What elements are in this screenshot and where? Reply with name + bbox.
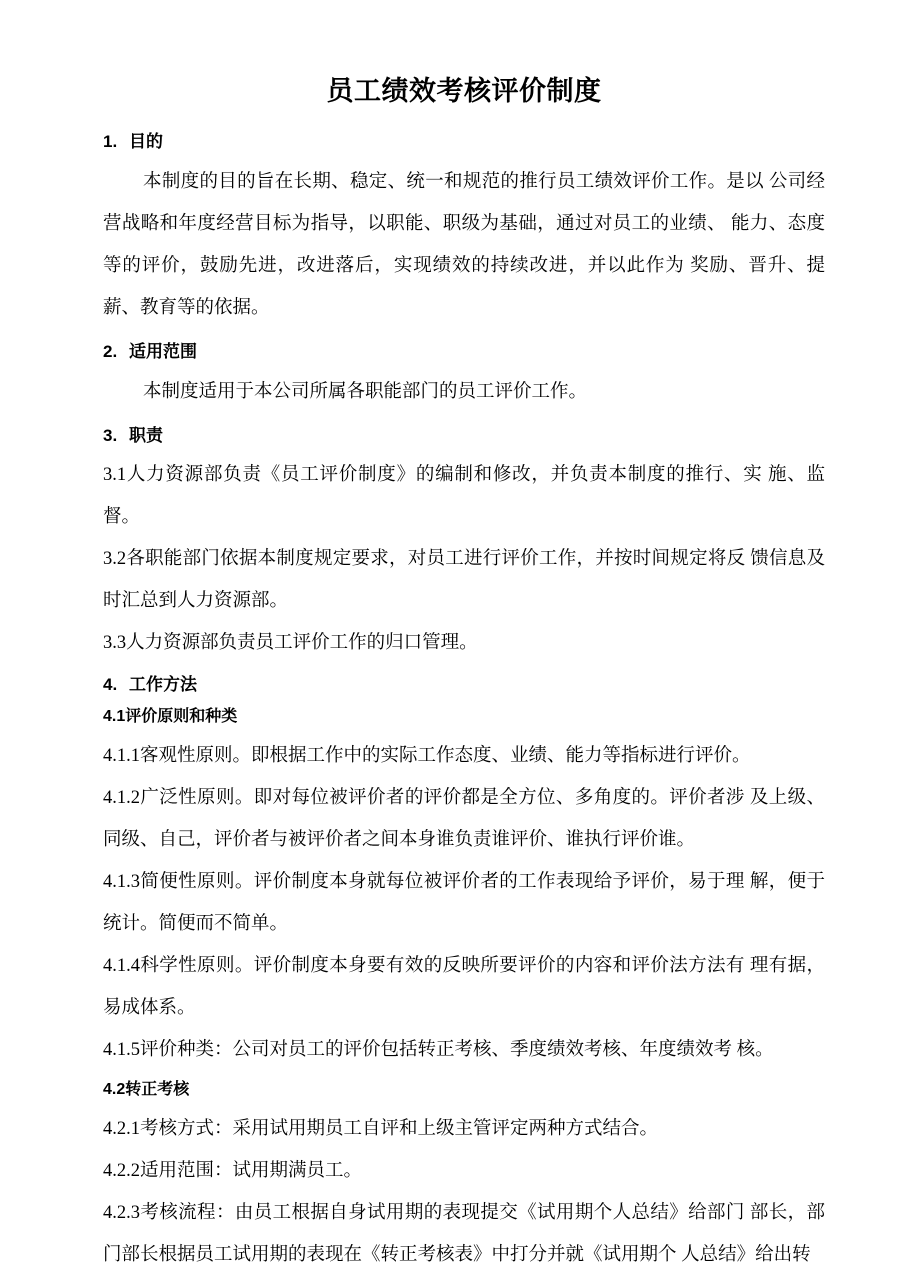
subsection-4-1-item-1: 4.1.1客观性原则。即根据工作中的实际工作态度、业绩、能力等指标进行评价。 <box>103 746 751 766</box>
section-heading-2 <box>103 339 825 365</box>
section-3-item-3: 3.3人力资源部负责员工评价工作的归口管理。 <box>103 633 478 653</box>
subsection-heading-4-2: 4.2转正考核 <box>103 1081 190 1098</box>
section-heading-4 <box>103 672 825 698</box>
subsection-4-1-item-5: 4.1.5评价种类：公司对员工的评价包括转正考核、季度绩效考核、年度绩效考 核。 <box>103 1040 774 1060</box>
section-3-item-1: 3.1人力资源部负责《员工评价制度》的编制和修改，并负责本制度的推行、实 施、监督。 <box>103 465 825 527</box>
section-title-2: 适用范围 <box>129 342 197 361</box>
section-number-4: 4. <box>103 675 118 694</box>
section-1-paragraph-1: 本制度的目的旨在长期、稳定、统一和规范的推行员工绩效评价工作。是以 公司经营战略和年度经营目标为指导，以职能、职级为基础，通过对员工的业绩、 能力、态度等的评价，鼓励先进，改进落后，实现绩效的持续改进，并以此作为 奖励、晋升、提薪、教育等的依据。 <box>103 172 825 318</box>
section-heading-3 <box>103 423 825 449</box>
section-title-1: 目的 <box>129 132 163 151</box>
subsection-4-2-item-3: 4.2.3考核流程：由员工根据自身试用期的表现提交《试用期个人总结》给部门 部长，部门部长根据员工试用期的表现在《转正考核表》中打分并就《试用期个 人总结》给出转 <box>103 1203 825 1265</box>
subsection-4-1-item-4: 4.1.4科学性原则。评价制度本身要有效的反映所要评价的内容和评价法方法有 理有据，易成体系。 <box>103 956 825 1018</box>
subsection-heading-4-1: 4.1评价原则和种类 <box>103 708 238 725</box>
section-heading-1 <box>103 129 825 155</box>
subsection-4-2-item-1: 4.2.1考核方式：采用试用期员工自评和上级主管评定两种方式结合。 <box>103 1119 659 1139</box>
section-3-item-2: 3.2各职能部门依据本制度规定要求，对员工进行评价工作，并按时间规定将反 馈信息及时汇总到人力资源部。 <box>103 549 825 611</box>
subsection-4-1-item-2: 4.1.2广泛性原则。即对每位被评价者的评价都是全方位、多角度的。评价者涉 及上级、同级、自己，评价者与被评价者之间本身谁负责谁评价、谁执行评价谁。 <box>103 788 825 850</box>
subsection-4-2-item-2: 4.2.2适用范围：试用期满员工。 <box>103 1161 363 1181</box>
page-title: 员工绩效考核评价制度 <box>326 76 602 106</box>
subsection-4-1-item-3: 4.1.3简便性原则。评价制度本身就每位被评价者的工作表现给予评价，易于理 解，便于统计。简便而不简单。 <box>103 872 825 934</box>
section-2-paragraph-1: 本制度适用于本公司所属各职能部门的员工评价工作。 <box>143 382 588 402</box>
section-number-1: 1. <box>103 132 118 151</box>
section-number-3: 3. <box>103 426 118 445</box>
section-title-4: 工作方法 <box>129 675 197 694</box>
document-content <box>103 0 825 1276</box>
section-number-2: 2. <box>103 342 118 361</box>
section-title-3: 职责 <box>129 426 163 445</box>
